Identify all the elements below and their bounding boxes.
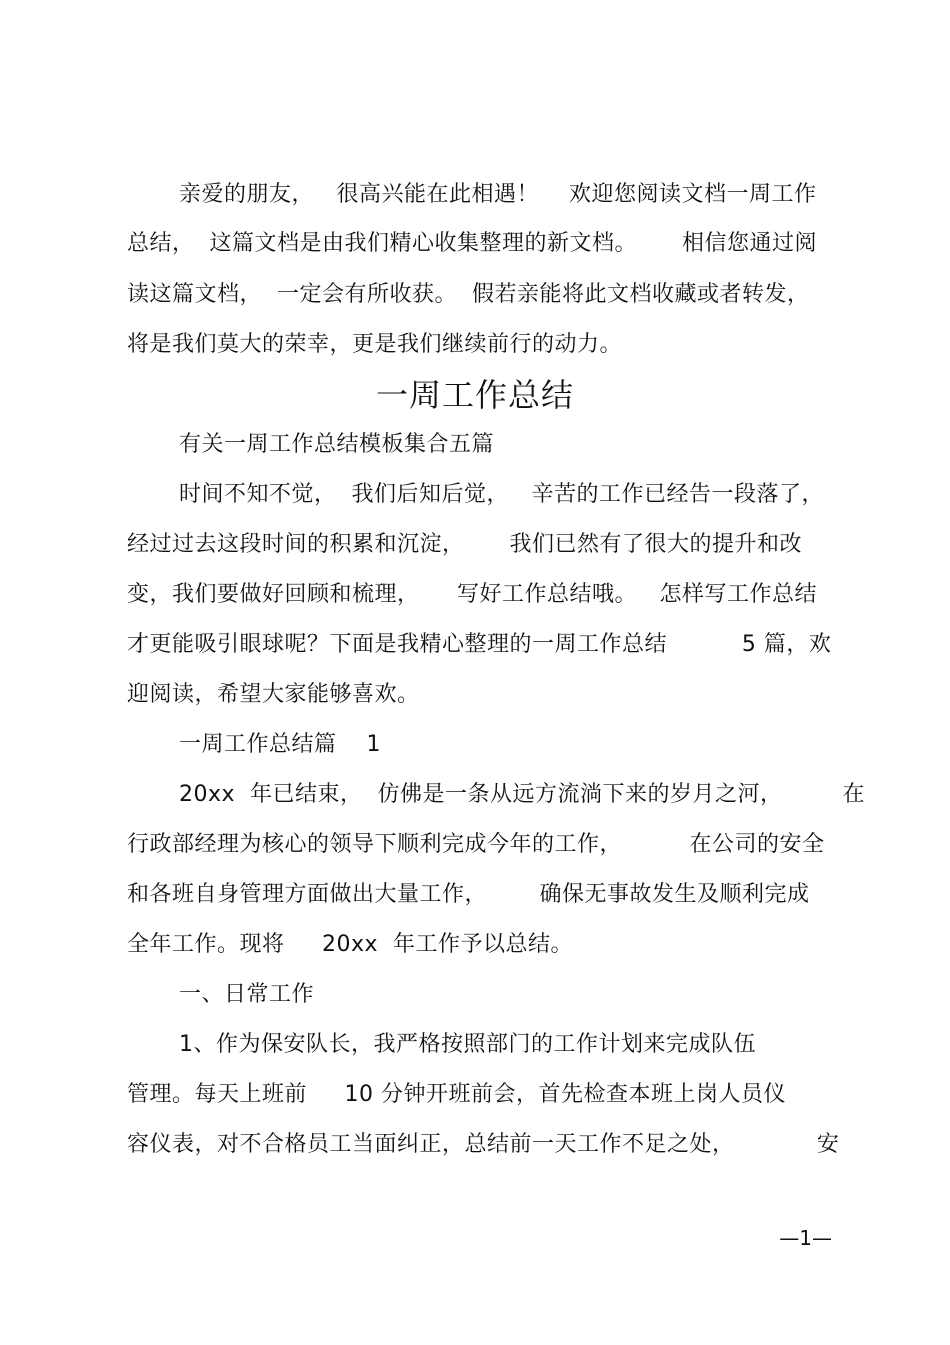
paragraph-line: 1、作为保安队长，我严格按照部门的工作计划来完成队伍 — [179, 1032, 756, 1057]
section-heading: 一周工作总结篇 1 — [179, 732, 381, 757]
paragraph-line: 全年工作。现将 20xx 年工作予以总结。 — [127, 932, 573, 957]
preface-line: 才更能吸引眼球呢？下面是我精心整理的一周工作总结 5 篇，欢 — [127, 632, 832, 657]
subtitle: 有关一周工作总结模板集合五篇 — [179, 432, 495, 457]
paragraph-line: 和各班自身管理方面做出大量工作， 确保无事故发生及顺利完成 — [127, 882, 810, 907]
paragraph-line: 20xx 年已结束， 仿佛是一条从远方流淌下来的岁月之河， 在 — [179, 782, 865, 807]
preface-line: 迎阅读，希望大家能够喜欢。 — [127, 682, 420, 707]
paragraph-line: 行政部经理为核心的领导下顺利完成今年的工作， 在公司的安全 — [127, 832, 825, 857]
intro-line: 将是我们莫大的荣幸，更是我们继续前行的动力。 — [127, 332, 623, 357]
paragraph-line: 管理。每天上班前 10 分钟开班前会，首先检查本班上岗人员仪 — [127, 1082, 786, 1107]
intro-line: 总结， 这篇文档是由我们精心收集整理的新文档。 相信您通过阅 — [127, 231, 817, 256]
preface-line: 经过过去这段时间的积累和沉淀， 我们已然有了很大的提升和改 — [127, 532, 802, 557]
preface-line: 变，我们要做好回顾和梳理， 写好工作总结哦。 怎样写工作总结 — [127, 582, 817, 607]
subheading: 一、日常工作 — [179, 982, 315, 1007]
intro-line: 读这篇文档， 一定会有所收获。 假若亲能将此文档收藏或者转发， — [127, 282, 810, 307]
page-number: —1— — [779, 1226, 832, 1250]
page-title: 一周工作总结 — [375, 376, 574, 414]
preface-line: 时间不知不觉， 我们后知后觉， 辛苦的工作已经告一段落了， — [179, 482, 824, 507]
paragraph-line: 容仪表，对不合格员工当面纠正，总结前一天工作不足之处， 安 — [127, 1132, 840, 1157]
intro-line: 亲爱的朋友， 很高兴能在此相遇！ 欢迎您阅读文档一周工作 — [179, 182, 817, 207]
